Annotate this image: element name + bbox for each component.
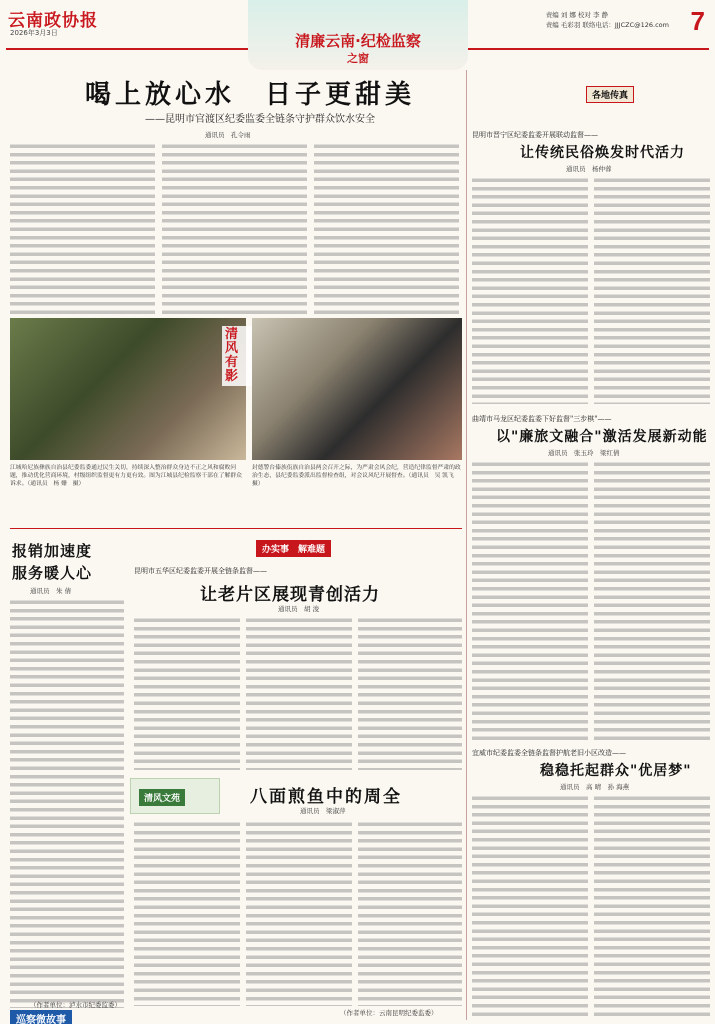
photo-caption-left: 江城哈尼族彝族自治县纪委监委通过民生关切，持续深入整治群众身边不正之风和腐败问题，推动优化营商环境，村级组织监督更有力更有效。图为江城县纪检监察干部在了解群众诉求。（通讯员 杨 姗 摄）	[10, 465, 242, 487]
middle-body-col3	[358, 616, 462, 770]
lead-body-col2	[162, 142, 307, 314]
sidebar-a3-title: 稳稳托起群众"优居梦"	[540, 763, 692, 779]
lead-body-col3	[314, 142, 459, 314]
middle-section-tag: 办实事 解难题	[256, 540, 331, 557]
sidebar-a1-byline: 通讯员 杨仲蓉	[566, 165, 612, 173]
sidebar-a3-kicker: 宜威市纪委监委全链条监督护航老旧小区改造——	[472, 749, 626, 757]
column-divider	[466, 70, 467, 1020]
sidebar-a3-byline: 通讯员 高 晴 孙 海燕	[560, 783, 630, 791]
header-rule-right	[468, 48, 709, 50]
lead-photo-right	[252, 318, 462, 460]
left-article-footer: （作者单位：泸水市纪委监委）	[30, 1001, 121, 1009]
sidebar-a3-body-col2	[594, 794, 710, 1018]
sidebar-a1-title: 让传统民俗焕发时代活力	[520, 145, 685, 161]
photo-caption-right: 封德警台傣族佤族自治县两会召开之际，为严肃会风会纪，营造纪律监督严肃的政治生态，县纪委监委派出监督检查组，对会议风纪开展督查。（通讯员 吴 凯飞 摄）	[252, 465, 461, 487]
left-article-body	[10, 598, 124, 1008]
lead-body-col1	[10, 142, 155, 314]
literary-body-col1	[134, 820, 240, 1006]
banner-title: 清廉云南·纪检监察	[295, 32, 421, 50]
page-number: 7	[690, 6, 705, 36]
section-rule	[10, 528, 462, 529]
middle-body-col1	[134, 616, 240, 770]
page-info: 责编 刘 娜 校对 李 静 责编 毛彩羽 联络电话：JJJCZC@126.com	[545, 11, 669, 29]
lead-headline: 喝上放心水 日子更甜美	[84, 80, 415, 110]
sidebar-a2-body-col2	[594, 460, 710, 740]
sidebar-a2-byline: 通讯员 张玉玲 梁红倩	[548, 449, 620, 457]
sidebar-a2-body-col1	[472, 460, 588, 740]
photo-column-label: 清风有影	[222, 326, 252, 386]
sidebar-section-tag: 各地传真	[586, 86, 634, 103]
middle-byline: 通讯员 胡 浚	[278, 605, 320, 613]
literary-body-col3	[358, 820, 462, 1006]
issue-date: 2026年3月3日	[10, 29, 58, 37]
left-article-title-2: 服务暖人心	[12, 564, 93, 582]
literary-title: 八面煎鱼中的周全	[250, 787, 402, 807]
column-banner	[248, 0, 468, 70]
middle-kicker: 昆明市五华区纪委监委开展全链条监督——	[134, 567, 267, 575]
sidebar-a3-body-col1	[472, 794, 588, 1018]
left-article-title-1: 报销加速度	[12, 542, 93, 560]
sidebar-a2-title: 以"廉旅文融合"激活发展新动能	[496, 429, 708, 445]
sidebar-a1-kicker: 昆明市晋宁区纪委监委开展联动监督——	[472, 131, 598, 139]
sidebar-a2-kicker: 曲靖市马龙区纪委监委下好监督"三步棋"——	[472, 415, 612, 423]
sidebar-a1-body-col2	[594, 176, 710, 404]
newspaper-logo: 云南政协报	[8, 11, 98, 31]
sidebar-a1-body-col1	[472, 176, 588, 404]
literary-banner	[130, 778, 220, 814]
header-rule-left	[6, 48, 248, 50]
literary-tag: 清风文苑	[139, 789, 185, 806]
banner-subtitle: 之窗	[347, 52, 369, 65]
literary-footer: （作者单位：云南昆明纪委监委）	[340, 1009, 438, 1017]
literary-byline: 通讯员 梁淑萍	[300, 807, 346, 815]
bottom-column-tag: 巡察微故事	[10, 1010, 72, 1024]
lead-byline: 通讯员 孔令雨	[205, 131, 251, 139]
lead-photo-left	[10, 318, 246, 460]
left-article-byline: 通讯员 朱 倩	[30, 587, 72, 595]
middle-body-col2	[246, 616, 352, 770]
middle-title: 让老片区展现青创活力	[200, 585, 380, 605]
literary-body-col2	[246, 820, 352, 1006]
lead-subheadline: ——昆明市官渡区纪委监委全链条守护群众饮水安全	[145, 114, 375, 125]
